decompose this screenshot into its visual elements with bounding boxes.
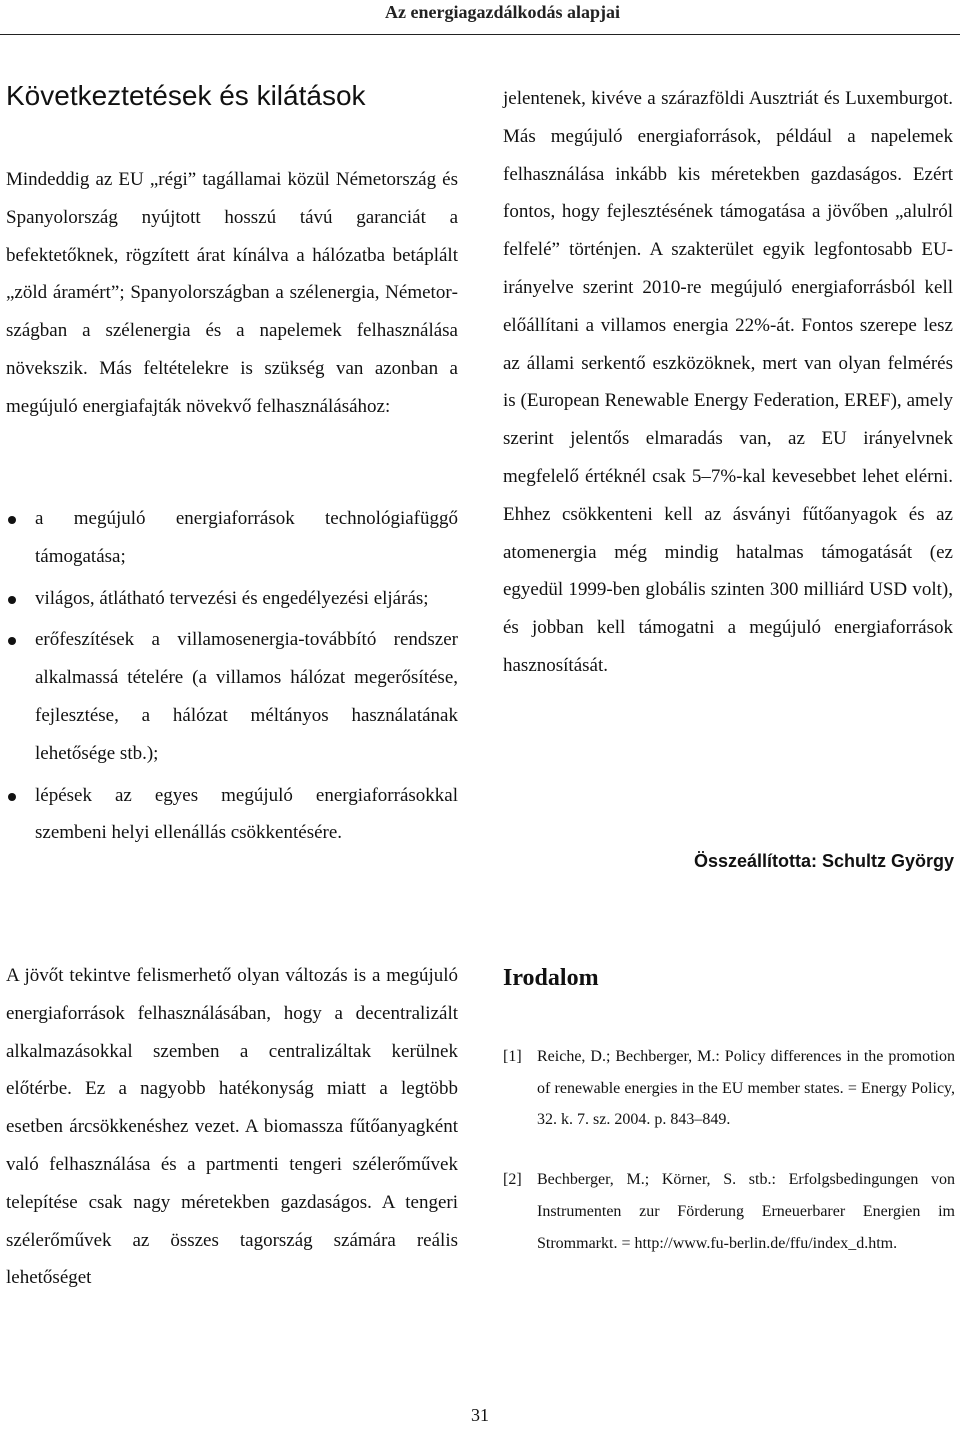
list-item-text: világos, átlátható tervezési és engedélyezési eljárás; <box>35 587 429 609</box>
reference-text: Reiche, D.; Bechberger, M.: Policy differences in the promotion of renewable energies in the EU member states. = Energy Policy, 32. k. 7. sz. 2004. p. 843–849. <box>537 1048 955 1129</box>
list-item-text: lépések az egyes megújuló energiaforrásokkal szembeni helyi ellenállás csökkentésére. <box>35 784 458 844</box>
reference-item <box>503 1164 955 1259</box>
bullet-icon <box>8 596 16 604</box>
running-header <box>0 0 960 35</box>
requirements-list <box>6 500 458 856</box>
author-credit: Összeállította: Schultz György <box>693 851 954 871</box>
outlook-paragraph: A jövőt tekintve felismerhető olyan változás is a megújuló energiaforrások felhasználásában, hogy a decentralizált alkalmazásokkal szemben a centralizáltak kerülnek előtérbe. Ez a nagyobb hatékonyság miatt a legtöbb esetben árcsökkenéshez vezet. A biomassza fűtőanyagként való felhasználása és a partmenti tengeri szélerőművek telepítése csak nagy méretekben gazdaságos. A tengeri szélerőművek az összes tagország számára reális lehetőséget <box>6 965 458 1289</box>
list-item <box>6 580 458 618</box>
continuation-paragraph: jelentenek, kivéve a szárazföldi Ausztriát és Luxemburgot. Más megújuló energiaforrások, például a napelemek felhasználása inkább kis méretekben gazdaságos. Ezért fontos, hogy fejlesztésének támogatása a jövőben „alulról felfelé” történjen. A szakterület egyik legfontosabb EU-irányelve szerint 2010-re megújuló energiaforrásból kell előállítani a villamos energia 22%-át. Fontos szerepe lesz az állami serkentő eszközöknek, mert van olyan felmérés is (European Renewable Energy Federation, EREF), amely szerint jelentős elmaradás van, az EU irányelvnek megfelelő értéknél csak 5–7%-kal kevesebbet lehet elérni. Ehhez csökkenteni kell az ásványi fűtőanyagok és az atomenergia még mindig hatalmas támogatását (ez egyedül 1999-ben globális szinten 300 milliárd USD volt), és jobban kell támogatni a megújuló energiaforrások hasznosítását. <box>503 88 953 676</box>
bullet-icon <box>8 793 16 801</box>
section-title: Következtetések és kilátások <box>6 80 366 111</box>
bullet-icon <box>8 637 16 645</box>
intro-paragraph: Mindeddig az EU „régi” tagállamai közül Németország és Spanyolország nyújtott hosszú távú garanciát a befektetőknek, rögzített árat kínálva a hálózatba betáplált „zöld áramért”; Spanyolországban a szélenergia, Németországban a szélenergia és a napelemek felhasználása növekszik. Más feltételekre is szükség van azonban a megújuló energiafajták növekvő felhasználásához: <box>6 169 458 417</box>
reference-item <box>503 1041 955 1136</box>
list-item <box>6 777 458 853</box>
reference-number: [1] <box>503 1048 522 1065</box>
page-number: 31 <box>471 1405 489 1425</box>
list-item-text: erőfeszítések a villamosenergia-továbbító rendszer alkalmassá tételére (a villamos hálózat megerősítése, fejlesztése, a hálózat méltányos használatának lehetősége stb.); <box>35 629 458 764</box>
references-list <box>503 1041 955 1259</box>
running-header-title: Az energiagazdálkodás alapjai <box>384 2 620 22</box>
reference-number: [2] <box>503 1171 522 1189</box>
bullet-icon <box>8 516 16 524</box>
list-item <box>6 500 458 576</box>
list-item-text: a megújuló energiaforrások technológiafüggő támogatása; <box>35 508 458 567</box>
reference-text: Bechberger, M.; Körner, S. stb.: Erfolgsbedingungen von Instrumenten zur Förderung Erneuerbarer Energien im Strommarkt. = http://www.fu-berlin.de/ffu/index_d.htm. <box>537 1171 955 1252</box>
list-item <box>6 621 458 772</box>
references-title: Irodalom <box>503 965 599 991</box>
